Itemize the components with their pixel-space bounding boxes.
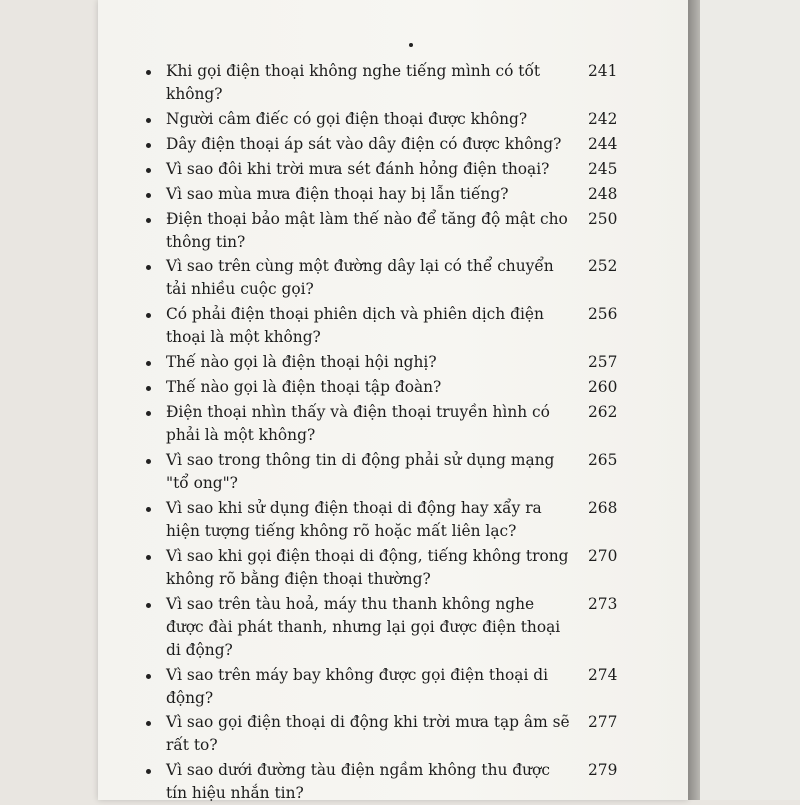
toc-entry-line: Thế nào gọi là điện thoại tập đoàn? xyxy=(166,378,442,397)
toc-entry-title xyxy=(166,401,576,447)
toc-entry-page-number: 252 xyxy=(588,257,618,276)
toc-entry-page-number: 265 xyxy=(588,450,618,469)
toc-entry-page-number: 244 xyxy=(588,134,618,153)
toc-entry-page-number: 250 xyxy=(588,209,618,228)
toc-entry-title xyxy=(166,183,576,206)
bullet-icon xyxy=(146,218,151,223)
toc-entry-line: Điện thoại nhìn thấy và điện thoại truyền hình có xyxy=(166,403,550,421)
toc-entry-line: không? xyxy=(166,85,223,103)
toc-entry-title xyxy=(166,449,576,495)
toc-entry-page-number: 242 xyxy=(588,109,618,128)
toc-entry-line: không rõ bằng điện thoại thường? xyxy=(166,569,431,588)
toc-entry-line: được đài phát thanh, nhưng lại gọi được điện thoại xyxy=(166,617,561,636)
bullet-icon xyxy=(146,603,151,608)
toc-entry-line: Người câm điếc có gọi điện thoại được không? xyxy=(166,109,528,128)
toc-entry-title xyxy=(166,255,576,301)
toc-entry-page-number: 270 xyxy=(588,546,618,565)
toc-entry-title xyxy=(166,351,576,374)
toc-entry-title xyxy=(166,60,576,106)
bullet-icon xyxy=(146,118,151,123)
toc-entry-line: "tổ ong"? xyxy=(166,473,238,492)
toc-entry-line: Vì sao trên máy bay không được gọi điện thoại di xyxy=(166,665,549,684)
toc-entry-title xyxy=(166,376,576,399)
toc-entry-page-number: 256 xyxy=(588,305,618,324)
toc-entry-page-number: 277 xyxy=(588,713,618,732)
toc-entry-line: Vì sao khi sử dụng điện thoại di động hay xẩy ra xyxy=(166,498,542,517)
toc-entry-title xyxy=(166,759,576,805)
background-right xyxy=(700,0,800,800)
toc-entry-title xyxy=(166,497,576,543)
toc-entry-line: Có phải điện thoại phiên dịch và phiên dịch điện xyxy=(166,305,544,324)
bullet-icon xyxy=(146,168,151,173)
toc-entry-title xyxy=(166,133,576,156)
toc-entry-line: Vì sao gọi điện thoại di động khi trời mưa tạp âm sẽ xyxy=(166,713,570,732)
toc-entry-line: tín hiệu nhắn tin? xyxy=(166,784,304,803)
toc-entry-line: thoại là một không? xyxy=(166,328,321,347)
toc-entry-line: thông tin? xyxy=(166,232,246,251)
toc-entry-title xyxy=(166,108,576,131)
toc-entry-line: Vì sao đôi khi trời mưa sét đánh hỏng điện thoại? xyxy=(166,159,550,178)
bullet-icon xyxy=(146,459,151,464)
toc-entry-page-number: 262 xyxy=(588,403,618,421)
toc-entry-line: Vì sao trên cùng một đường dây lại có thể chuyển xyxy=(166,257,554,276)
toc-entry-page-number: 257 xyxy=(588,353,618,372)
toc-entry-line: động? xyxy=(166,688,214,707)
bullet-icon xyxy=(146,507,151,512)
toc-entry-title xyxy=(166,158,576,181)
toc-entry-page-number: 279 xyxy=(588,761,618,780)
toc-entry-line: Vì sao trong thông tin di động phải sử dụng mạng xyxy=(166,450,555,469)
toc-entry-line: Điện thoại bảo mật làm thế nào để tăng độ mật cho xyxy=(166,209,568,228)
toc-entry-title xyxy=(166,593,576,662)
toc-entry-page-number: 241 xyxy=(588,62,618,80)
bullet-icon xyxy=(146,674,151,679)
toc-entry-line: Vì sao trên tàu hoả, máy thu thanh không nghe xyxy=(166,594,535,613)
toc-entry-line: Vì sao mùa mưa điện thoại hay bị lẫn tiếng? xyxy=(166,184,509,203)
toc-entry-title xyxy=(166,545,576,591)
bullet-icon xyxy=(146,411,151,416)
toc-entry-line: Khi gọi điện thoại không nghe tiếng mình có tốt xyxy=(166,62,541,80)
toc-entry-line: hiện tượng tiếng không rõ hoặc mất liên lạc? xyxy=(166,521,517,540)
toc-entry-line: phải là một không? xyxy=(166,426,316,444)
bullet-icon xyxy=(146,143,151,148)
toc-entry-page-number: 245 xyxy=(588,159,618,178)
toc-entry-line: Thế nào gọi là điện thoại hội nghị? xyxy=(166,353,437,372)
toc-entry-line: di động? xyxy=(166,640,233,659)
toc-entry-line: Dây điện thoại áp sát vào dây điện có được không? xyxy=(166,134,562,153)
toc-entry-line: Vì sao khi gọi điện thoại di động, tiếng không trong xyxy=(166,546,569,565)
bullet-icon xyxy=(146,555,151,560)
toc-entry-title xyxy=(166,303,576,349)
bullet-icon xyxy=(146,193,151,198)
bullet-icon xyxy=(146,70,151,75)
toc-entry-page-number: 268 xyxy=(588,498,618,517)
toc-entry-title xyxy=(166,711,576,757)
toc-entry-title xyxy=(166,664,576,710)
toc-entry-line: tải nhiều cuộc gọi? xyxy=(166,280,314,299)
toc-entry-line: rất to? xyxy=(166,736,218,755)
toc-entry-page-number: 274 xyxy=(588,665,618,684)
page-edge xyxy=(688,0,700,800)
ink-dot xyxy=(409,43,413,47)
toc-entry-page-number: 248 xyxy=(588,184,618,203)
toc-entry-title xyxy=(166,208,576,254)
toc-entry-page-number: 260 xyxy=(588,378,618,397)
toc-entry-page-number: 273 xyxy=(588,594,618,613)
toc-entry-line: Vì sao dưới đường tàu điện ngầm không thu được xyxy=(166,761,550,780)
